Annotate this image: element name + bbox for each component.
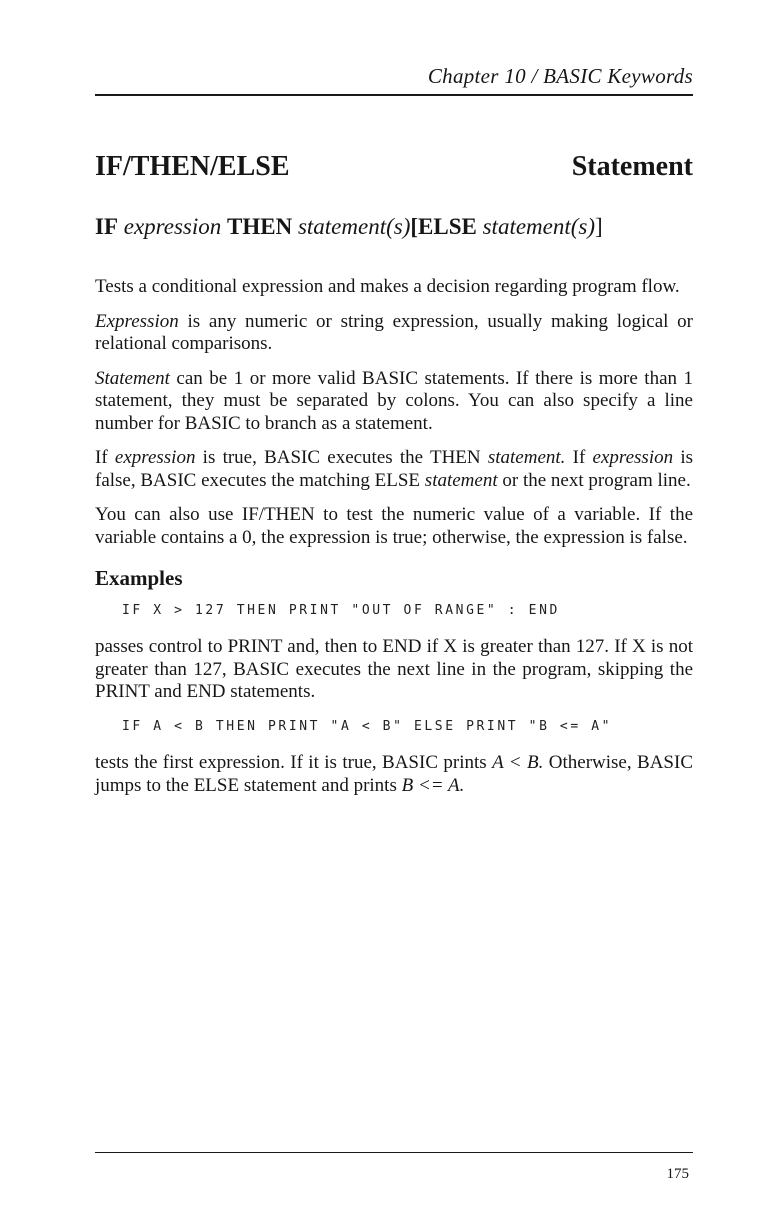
numeric-test-paragraph: You can also use IF/THEN to test the numeric value of a variable. If the variable contains a 0, the expression is true; otherwise, the expression is false.	[95, 504, 693, 548]
syntax-else: [ELSE	[410, 214, 477, 239]
description-paragraph: Tests a conditional expression and makes a decision regarding program flow.	[95, 276, 680, 297]
syntax-if: IF	[95, 214, 118, 239]
syntax-expression: expression	[123, 214, 222, 239]
syntax-close: ]	[595, 214, 603, 239]
expression-paragraph: Expression is any numeric or string expression, usually making logical or relational comparisons.	[95, 310, 693, 354]
page-number: 175	[666, 1166, 689, 1182]
entry-category: Statement	[571, 151, 693, 182]
code-example-2: IF A < B THEN PRINT "A < B" ELSE PRINT "B <= A"	[122, 718, 613, 734]
running-head: Chapter 10 / BASIC Keywords	[427, 64, 693, 88]
execution-paragraph: If expression is true, BASIC executes the THEN statement. If expression is false, BASIC executes the matching ELSE statement or the next program line.	[95, 447, 694, 491]
statement-paragraph: Statement can be 1 or more valid BASIC statements. If there is more than 1 statement, they must be separated by colons. You can also specify a line number for BASIC to branch as a statement.	[95, 367, 693, 434]
syntax-statements: statement(s)	[297, 214, 411, 239]
examples-heading: Examples	[95, 566, 183, 590]
code-example-1: IF X > 127 THEN PRINT "OUT OF RANGE" : END	[122, 602, 560, 618]
entry-body	[95, 276, 693, 809]
manual-page	[95, 0, 693, 1209]
footer-rule	[95, 1152, 693, 1153]
syntax-else-statements: statement(s)	[482, 214, 596, 239]
term-statement: Statement	[95, 367, 170, 389]
term-expression: Expression	[95, 310, 179, 332]
header-rule	[95, 94, 693, 96]
example-2-explanation: tests the first expression. If it is true, BASIC prints A < B. Otherwise, BASIC jumps to the ELSE statement and prints B <= A.	[95, 752, 693, 796]
entry-title-row	[95, 150, 693, 184]
example-1-explanation: passes control to PRINT and, then to END if X is greater than 127. If X is not greater than 127, BASIC executes the next line in the program, skipping the PRINT and END statements.	[95, 636, 693, 702]
syntax-line	[95, 213, 603, 241]
syntax-then: THEN	[227, 214, 293, 239]
entry-title: IF/THEN/ELSE	[95, 151, 290, 182]
